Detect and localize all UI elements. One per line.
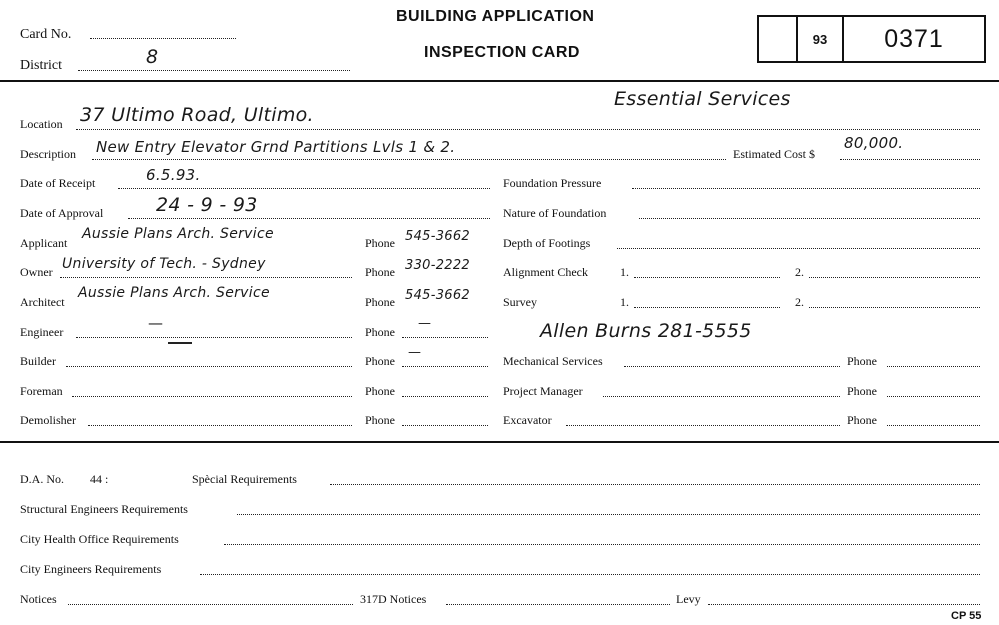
owner-line <box>60 277 352 278</box>
engineer-phone-line <box>402 337 488 338</box>
location-value: 37 Ultimo Road, Ultimo. <box>80 104 314 126</box>
alignment-check-label: Alignment Check <box>503 265 588 279</box>
builder-label: Builder <box>20 354 56 368</box>
survey-line2 <box>809 307 980 308</box>
survey-num2: 2. <box>795 295 804 309</box>
date-of-receipt-label: Date of Receipt <box>20 176 96 190</box>
district-label: District <box>20 58 62 73</box>
special-requirements-line <box>330 484 980 485</box>
title-line2: INSPECTION CARD <box>424 44 580 61</box>
engineer-phone-label: Phone <box>365 325 395 339</box>
excavator-phone-label: Phone <box>847 413 877 427</box>
mechanical-services-phone-label: Phone <box>847 354 877 368</box>
architect-phone-value: 545-3662 <box>405 288 470 303</box>
builder-phone-label: Phone <box>365 354 395 368</box>
contact-note: Allen Burns 281-5555 <box>540 320 752 342</box>
engineers-requirements-line <box>200 574 980 575</box>
mechanical-services-line <box>624 366 840 367</box>
alignment-check-line2 <box>809 277 980 278</box>
estimated-cost-value: 80,000. <box>844 134 904 152</box>
owner-phone-value: 330-2222 <box>405 258 470 273</box>
location-line <box>76 129 980 130</box>
nature-of-foundation-line <box>639 218 980 219</box>
demolisher-line <box>88 425 352 426</box>
title-line1: BUILDING APPLICATION <box>396 8 595 25</box>
project-manager-phone-line <box>887 396 980 397</box>
structural-requirements-label: Structural Engineers Requirements <box>20 502 188 516</box>
foundation-pressure-label: Foundation Pressure <box>503 176 602 190</box>
date-of-approval-label: Date of Approval <box>20 206 104 220</box>
survey-label: Survey <box>503 295 537 309</box>
owner-phone-label: Phone <box>365 265 395 279</box>
date-of-approval-line <box>128 218 490 219</box>
health-requirements-line <box>224 544 980 545</box>
survey-num1: 1. <box>620 295 629 309</box>
alignment-check-line1 <box>634 277 780 278</box>
estimated-cost-label: Estimated Cost $ <box>733 147 815 161</box>
engineer-underline-mark <box>168 342 192 344</box>
owner-label: Owner <box>20 265 53 279</box>
excavator-line <box>566 425 840 426</box>
district-line <box>78 70 350 71</box>
applicant-value: Aussie Plans Arch. Service <box>82 226 274 242</box>
card-no-label: Card No. <box>20 27 72 42</box>
applicant-phone-value: 545-3662 <box>405 229 470 244</box>
structural-requirements-line <box>237 514 980 515</box>
estimated-cost-line <box>840 159 980 160</box>
demolisher-label: Demolisher <box>20 413 76 427</box>
foundation-pressure-line <box>632 188 980 189</box>
excavator-label: Excavator <box>503 413 552 427</box>
alignment-check-num1: 1. <box>620 265 629 279</box>
applicant-label: Applicant <box>20 236 68 250</box>
engineer-value: — <box>148 314 164 332</box>
builder-phone-line <box>402 366 488 367</box>
box-number: 0371 <box>884 24 944 53</box>
mechanical-services-phone-line <box>887 366 980 367</box>
foreman-phone-label: Phone <box>365 384 395 398</box>
section-rule <box>0 441 999 443</box>
mechanical-services-label: Mechanical Services <box>503 354 603 368</box>
card-no-line <box>90 38 236 39</box>
survey-line1 <box>634 307 780 308</box>
essential-services-note: Essential Services <box>614 88 791 110</box>
levy-line <box>708 604 980 605</box>
special-requirements-label: Spècial Requirements <box>192 472 297 486</box>
description-value: New Entry Elevator Grnd Partitions Lvls 1 & 2. <box>96 138 456 156</box>
location-label: Location <box>20 117 63 131</box>
excavator-phone-line <box>887 425 980 426</box>
date-of-approval-value: 24 - 9 - 93 <box>156 194 258 216</box>
card-number-boxes <box>757 15 986 63</box>
project-manager-label: Project Manager <box>503 384 583 398</box>
foreman-phone-line <box>402 396 488 397</box>
project-manager-phone-label: Phone <box>847 384 877 398</box>
engineer-line <box>76 337 352 338</box>
notices-317d-line <box>446 604 670 605</box>
da-no-value: 44 : <box>90 472 109 486</box>
alignment-check-num2: 2. <box>795 265 804 279</box>
foreman-label: Foreman <box>20 384 63 398</box>
depth-of-footings-label: Depth of Footings <box>503 236 591 250</box>
architect-phone-label: Phone <box>365 295 395 309</box>
description-label: Description <box>20 147 76 161</box>
district-value: 8 <box>146 46 159 68</box>
da-no-label: D.A. No. <box>20 472 64 486</box>
engineer-phone-value: — <box>418 316 432 331</box>
builder-phone-value: — <box>408 345 422 360</box>
box-year: 93 <box>798 17 844 61</box>
applicant-phone-label: Phone <box>365 236 395 250</box>
architect-label: Architect <box>20 295 65 309</box>
architect-value: Aussie Plans Arch. Service <box>78 285 270 301</box>
health-requirements-label: City Health Office Requirements <box>20 532 179 546</box>
project-manager-line <box>603 396 840 397</box>
owner-value: University of Tech. - Sydney <box>62 256 266 272</box>
date-of-receipt-line <box>118 188 490 189</box>
demolisher-phone-label: Phone <box>365 413 395 427</box>
date-of-receipt-value: 6.5.93. <box>146 166 201 184</box>
notices-label: Notices <box>20 592 57 606</box>
nature-of-foundation-label: Nature of Foundation <box>503 206 607 220</box>
foreman-line <box>72 396 352 397</box>
notices-317d-label: 317D Notices <box>360 592 427 606</box>
form-code: CP 55 <box>951 610 982 622</box>
demolisher-phone-line <box>402 425 488 426</box>
levy-label: Levy <box>676 592 701 606</box>
header-rule <box>0 80 999 82</box>
notices-line <box>68 604 353 605</box>
box-blank <box>759 17 798 61</box>
description-line <box>92 159 726 160</box>
engineers-requirements-label: City Engineers Requirements <box>20 562 162 576</box>
builder-line <box>66 366 352 367</box>
depth-of-footings-line <box>617 248 980 249</box>
engineer-label: Engineer <box>20 325 64 339</box>
